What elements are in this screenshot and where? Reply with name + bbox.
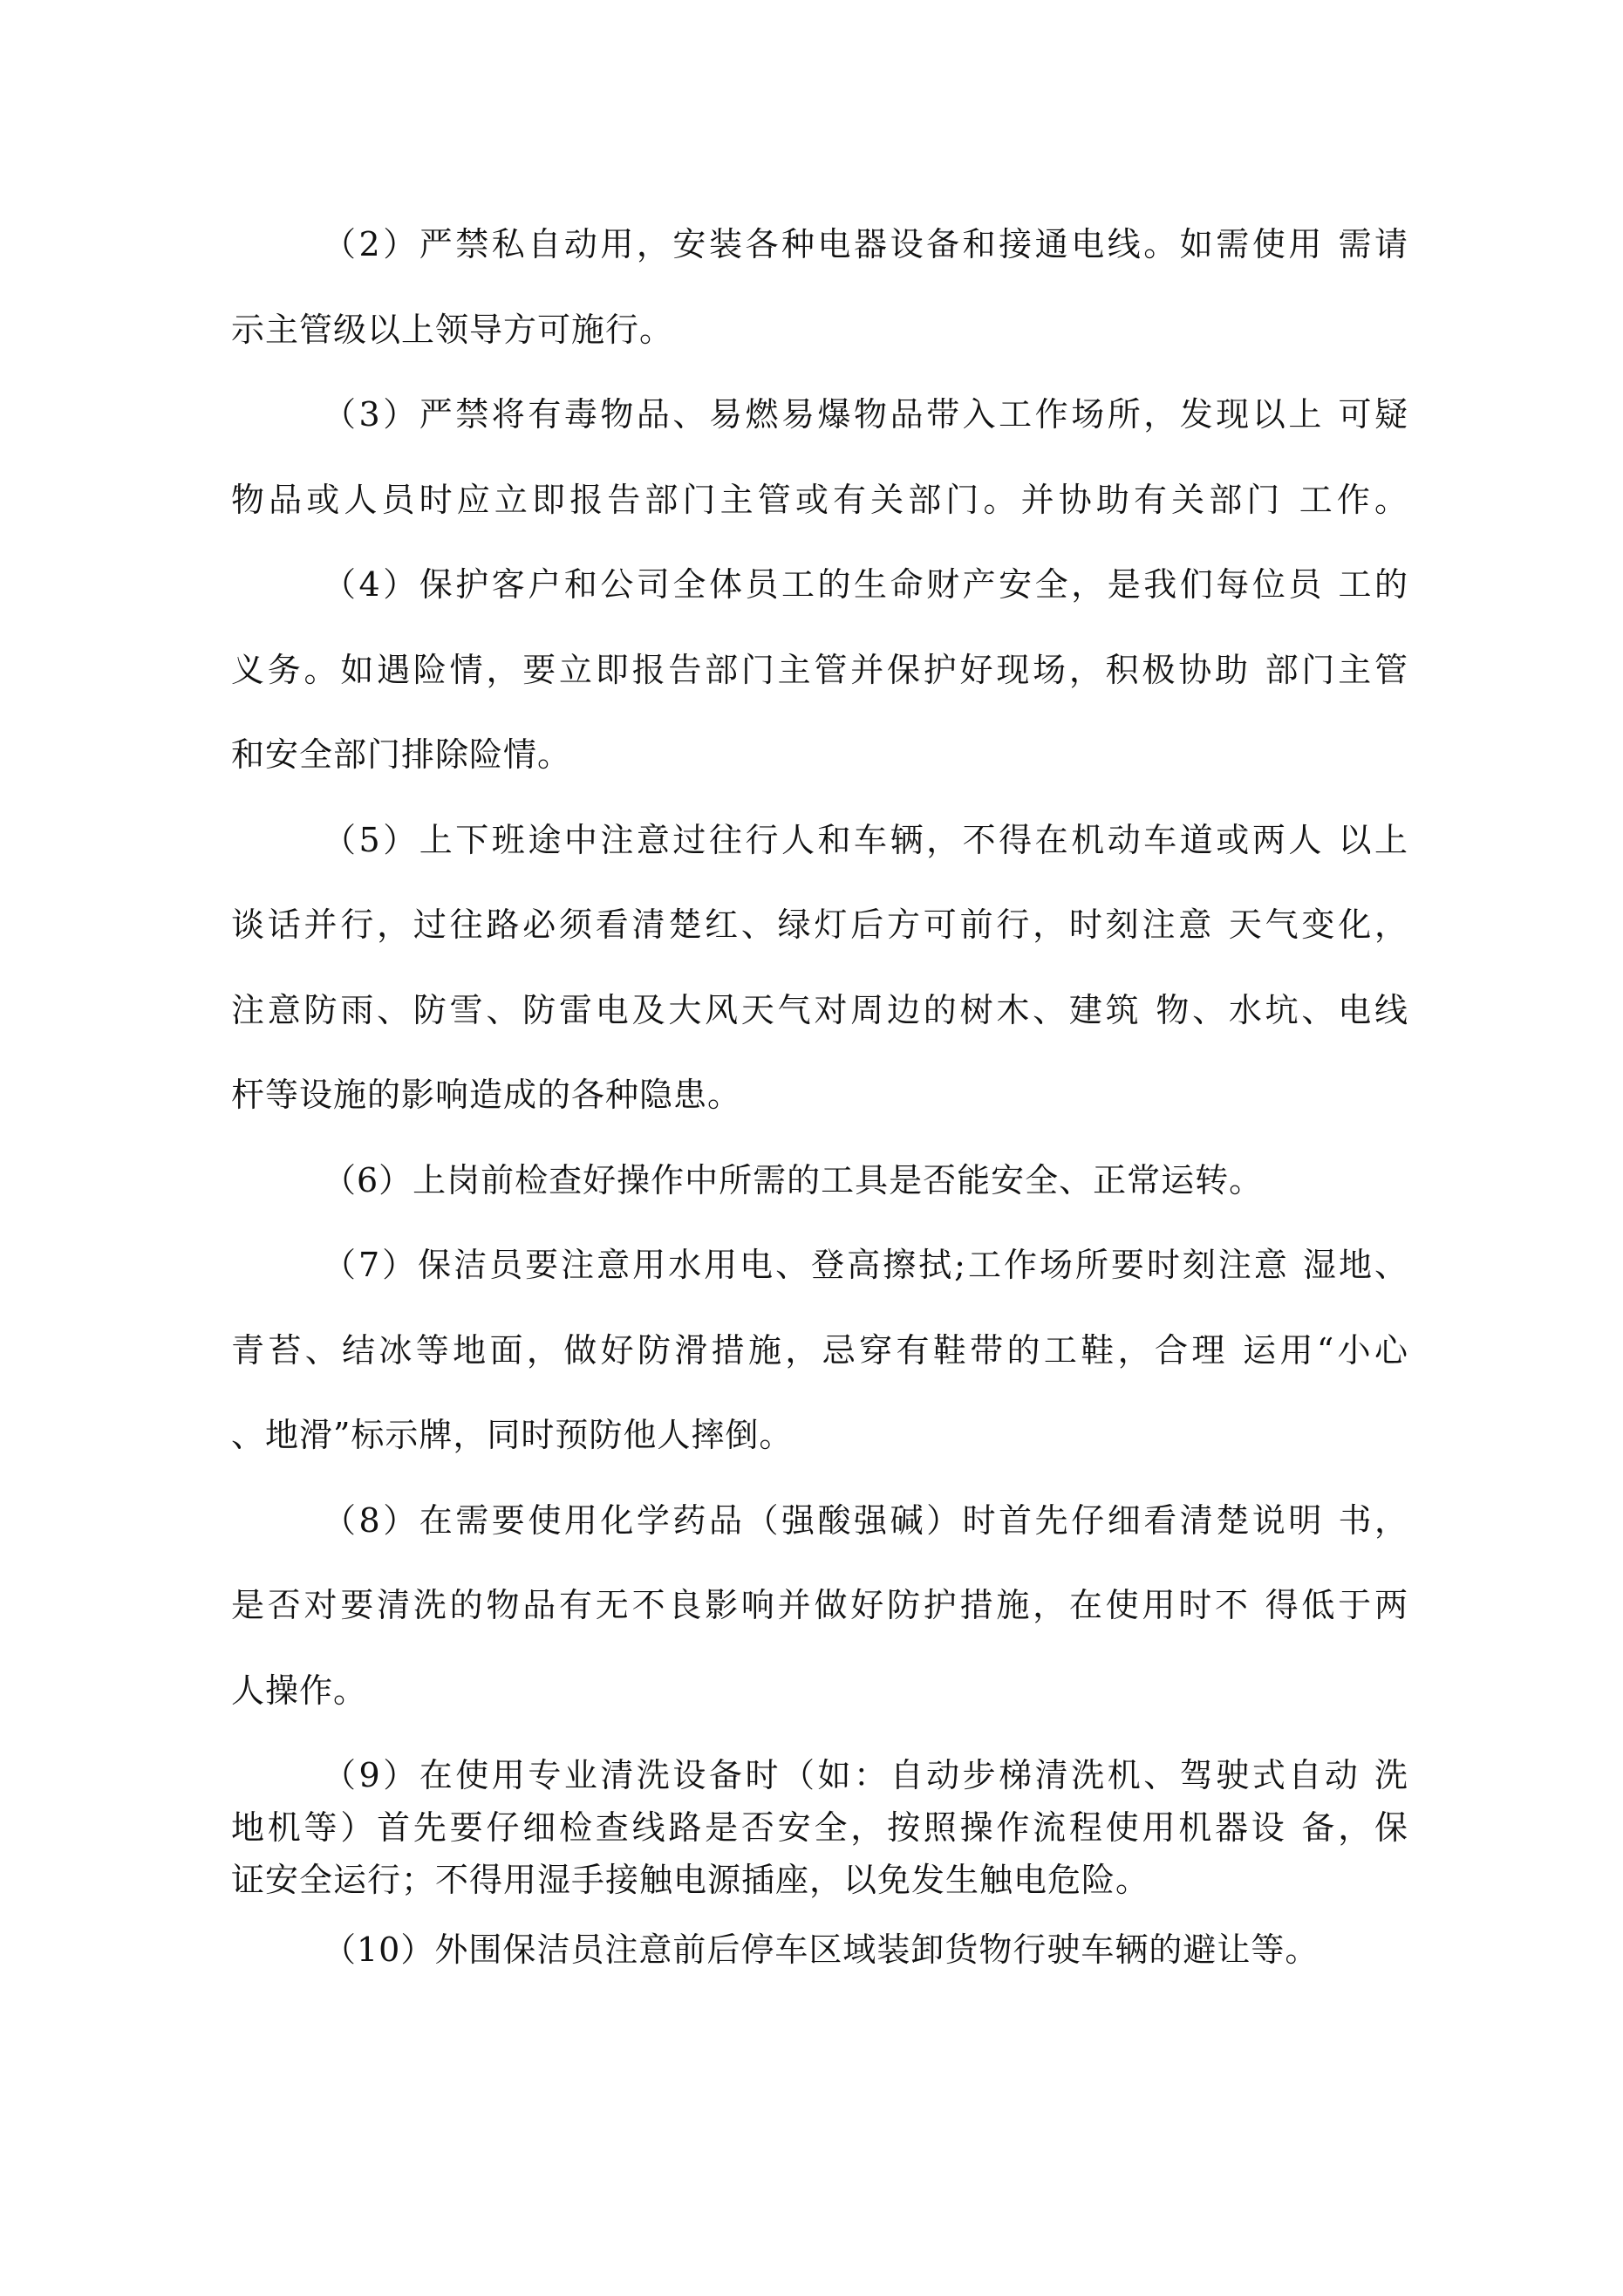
paragraph-3-line-1: （3）严禁将有毒物品、易燃易爆物品带入工作场所，发现以上 可疑 xyxy=(323,395,1408,434)
paragraph-9-line-2: 地机等）首先要仔细检查线路是否安全，按照操作流程使用机器设 备，保 xyxy=(231,1808,1408,1847)
paragraph-7-line-1: （7）保洁员要注意用水用电、登高擦拭;工作场所要时刻注意 湿地、 xyxy=(323,1246,1408,1284)
paragraph-4-line-1: （4）保护客户和公司全体员工的生命财产安全，是我们每位员 工的 xyxy=(323,565,1408,604)
paragraph-2-line-2: 示主管级以上领导方可施行。 xyxy=(231,311,674,349)
paragraph-5-line-2: 谈话并行，过往路必须看清楚红、绿灯后方可前行，时刻注意 天气变化， xyxy=(231,905,1408,944)
paragraph-4-line-3: 和安全部门排除险情。 xyxy=(231,735,572,774)
paragraph-5-line-4: 杆等设施的影响造成的各种隐患。 xyxy=(231,1076,742,1114)
paragraph-7-line-2: 青苔、结冰等地面，做好防滑措施，忌穿有鞋带的工鞋，合理 运用“小心 xyxy=(231,1331,1408,1370)
paragraph-2-line-1: （2）严禁私自动用，安装各种电器设备和接通电线。如需使用 需请 xyxy=(323,225,1408,263)
paragraph-4-line-2: 义务。如遇险情，要立即报告部门主管并保护好现场，积极协助 部门主管 xyxy=(231,651,1408,689)
paragraph-9-line-1: （9）在使用专业清洗设备时（如：自动步梯清洗机、驾驶式自动 洗 xyxy=(323,1756,1408,1794)
paragraph-5-line-1: （5）上下班途中注意过往行人和车辆，不得在机动车道或两人 以上 xyxy=(323,821,1408,859)
paragraph-10-line-1: （10）外围保洁员注意前后停车区域装卸货物行驶车辆的避让等。 xyxy=(323,1930,1320,1969)
paragraph-5-line-3: 注意防雨、防雪、防雷电及大风天气对周边的树木、建筑 物、水坑、电线 xyxy=(231,991,1408,1029)
paragraph-8-line-2: 是否对要清洗的物品有无不良影响并做好防护措施，在使用时不 得低于两 xyxy=(231,1586,1408,1624)
paragraph-8-line-1: （8）在需要使用化学药品（强酸强碱）时首先仔细看清楚说明 书， xyxy=(323,1501,1408,1540)
paragraph-3-line-2: 物品或人员时应立即报告部门主管或有关部门。并协助有关部门 工作。 xyxy=(231,481,1408,519)
paragraph-9-line-3: 证安全运行；不得用湿手接触电源插座，以免发生触电危险。 xyxy=(231,1861,1150,1899)
paragraph-8-line-3: 人操作。 xyxy=(231,1671,368,1710)
paragraph-6-line-1: （6）上岗前检查好操作中所需的工具是否能安全、正常运转。 xyxy=(323,1161,1264,1199)
paragraph-7-line-3: 、地滑”标示牌，同时预防他人摔倒。 xyxy=(231,1416,794,1454)
